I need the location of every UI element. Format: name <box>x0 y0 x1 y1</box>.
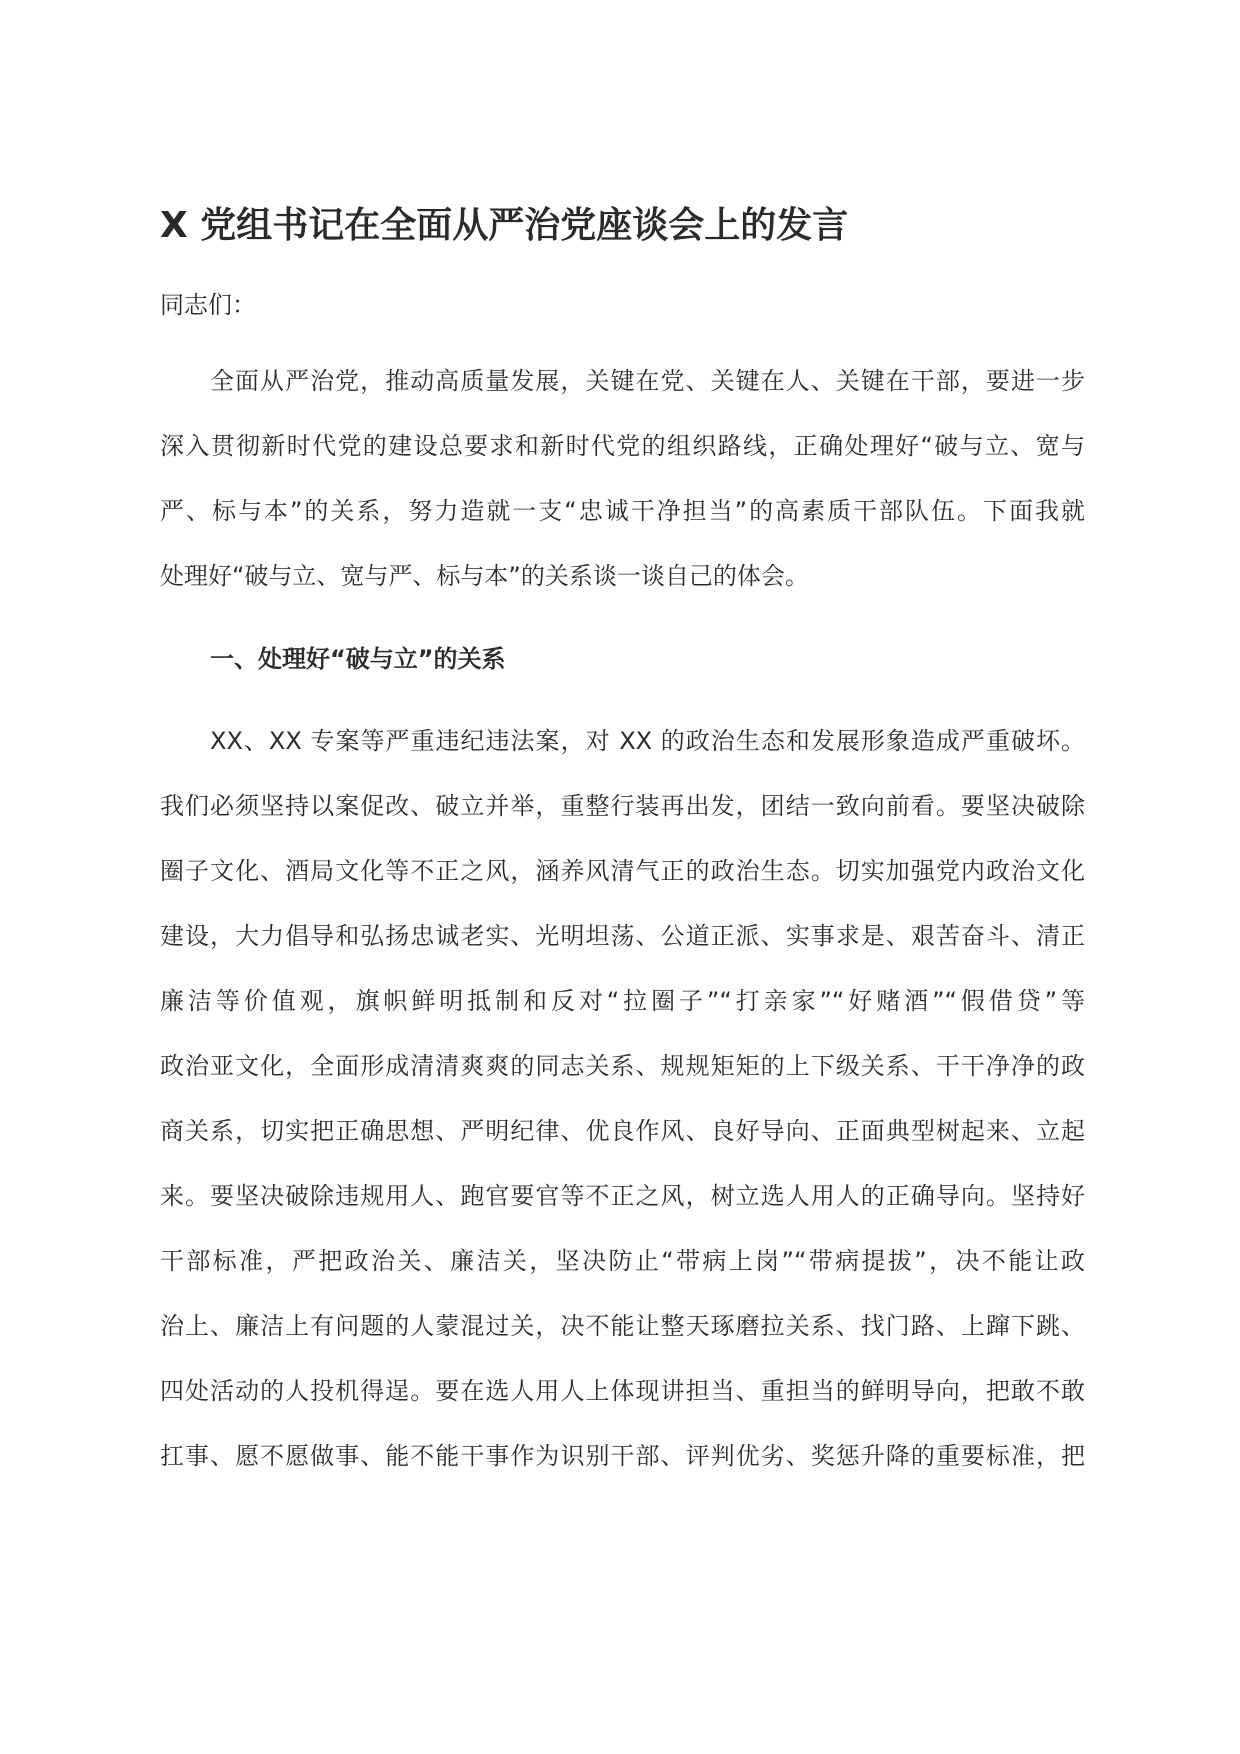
greeting: 同志们： <box>160 291 256 319</box>
section-line: 圈子文化、酒局文化等不正之风，涵养风清气正的政治生态。切实加强党内政治文化 <box>160 857 1085 885</box>
section-line: 四处活动的人投机得逞。要在选人用人上体现讲担当、重担当的鲜明导向，把敢不敢 <box>160 1377 1085 1405</box>
section-line: 廉洁等价值观，旗帜鲜明抵制和反对“拉圈子”“打亲家”“好赌酒”“假借贷”等 <box>160 987 1085 1015</box>
section-line: 我们必须坚持以案促改、破立并举，重整行装再出发，团结一致向前看。要坚决破除 <box>160 792 1085 820</box>
intro-line: 全面从严治党，推动高质量发展，关键在党、关键在人、关键在干部，要进一步 <box>210 367 1085 395</box>
intro-line: 深入贯彻新时代党的建设总要求和新时代党的组织路线，正确处理好“破与立、宽与 <box>160 432 1085 460</box>
document-title: X 党组书记在全面从严治党座谈会上的发言 <box>160 205 849 246</box>
section-line: 治上、廉洁上有问题的人蒙混过关，决不能让整天琢磨拉关系、找门路、上蹿下跳、 <box>160 1312 1085 1340</box>
section-line: 商关系，切实把正确思想、严明纪律、优良作风、良好导向、正面典型树起来、立起 <box>160 1117 1085 1145</box>
section-line: 扛事、愿不愿做事、能不能干事作为识别干部、评判优劣、奖惩升降的重要标准，把 <box>160 1442 1085 1470</box>
section-line: 干部标准，严把政治关、廉洁关，坚决防止“带病上岗”“带病提拔”，决不能让政 <box>160 1247 1085 1275</box>
section-line: 政治亚文化，全面形成清清爽爽的同志关系、规规矩矩的上下级关系、干干净净的政 <box>160 1052 1085 1080</box>
section-line: 来。要坚决破除违规用人、跑官要官等不正之风，树立选人用人的正确导向。坚持好 <box>160 1182 1085 1210</box>
intro-line: 处理好“破与立、宽与严、标与本”的关系谈一谈自己的体会。 <box>160 562 809 590</box>
section-line: 建设，大力倡导和弘扬忠诚老实、光明坦荡、公道正派、实事求是、艰苦奋斗、清正 <box>160 922 1085 950</box>
intro-line: 严、标与本”的关系，努力造就一支“忠诚干净担当”的高素质干部队伍。下面我就 <box>160 497 1085 525</box>
section-line: XX、XX 专案等严重违纪违法案，对 XX 的政治生态和发展形象造成严重破坏。 <box>210 727 1085 755</box>
section-heading: 一、处理好“破与立”的关系 <box>210 645 506 673</box>
document-page <box>160 0 1085 1754</box>
